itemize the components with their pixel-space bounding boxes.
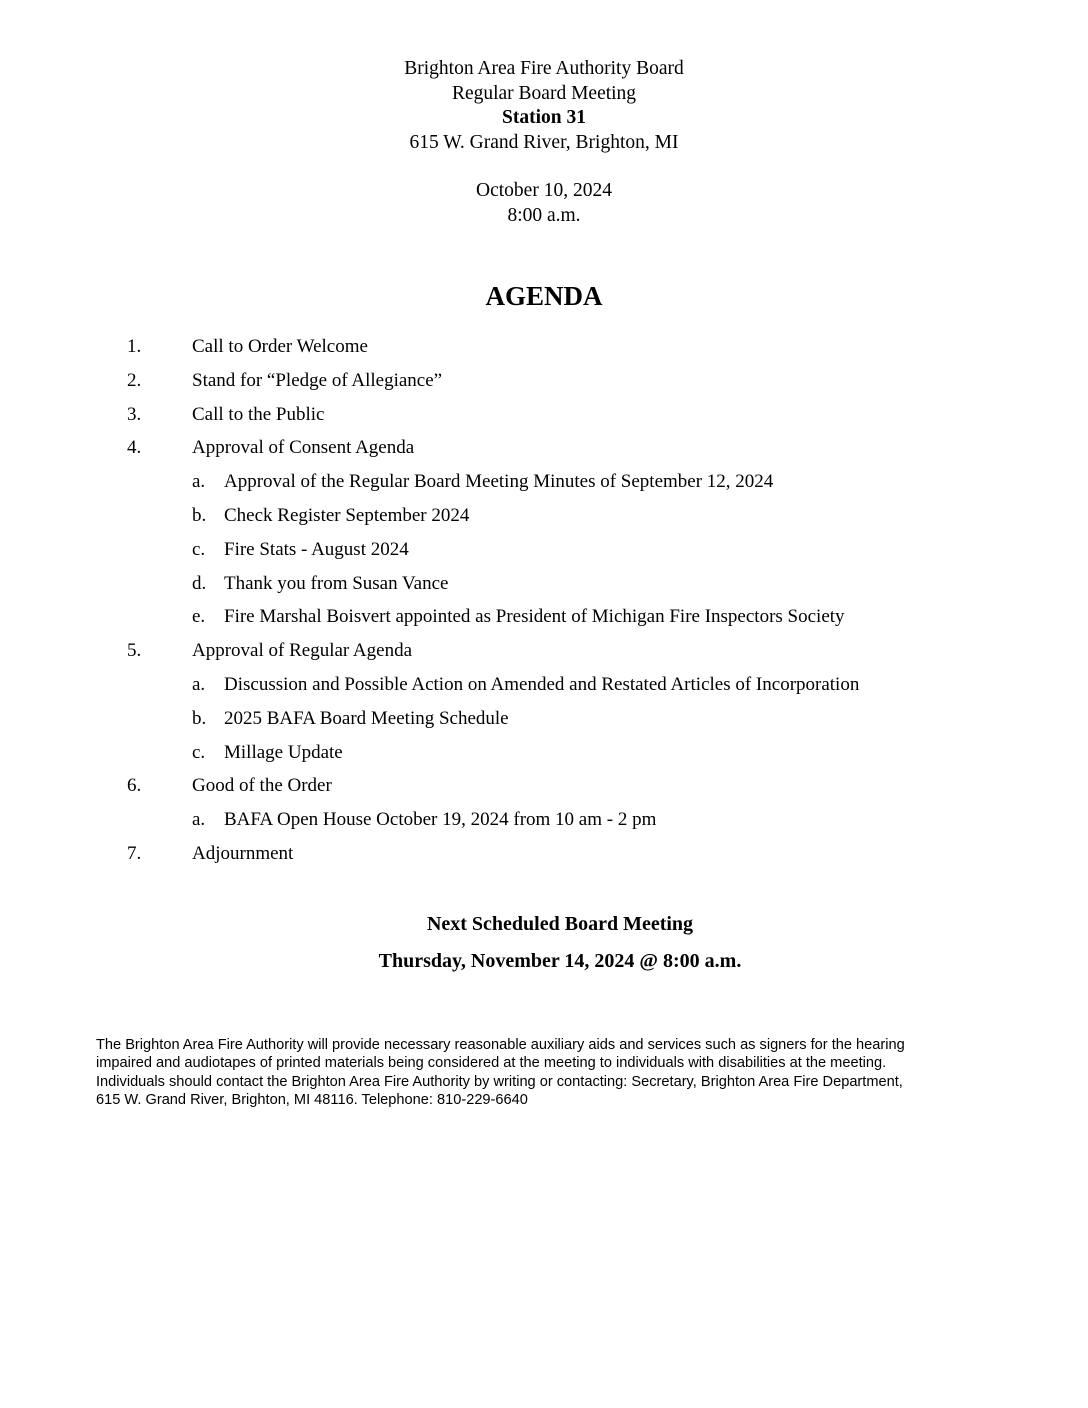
subitem-text: Fire Marshal Boisvert appointed as President of Michigan Fire Inspectors Society xyxy=(224,606,845,628)
item-number: 3. xyxy=(127,403,142,425)
header-gap xyxy=(0,155,1088,179)
address: 615 W. Grand River, Brighton, MI xyxy=(409,131,679,153)
agenda-item xyxy=(0,334,1088,368)
item-number: 7. xyxy=(127,842,142,864)
subitem-text: Thank you from Susan Vance xyxy=(224,572,449,594)
board-name: Brighton Area Fire Authority Board xyxy=(404,58,684,79)
item-text: Call to Order Welcome xyxy=(192,336,368,357)
item-text: Stand for “Pledge of Allegiance” xyxy=(192,369,443,391)
item-number: 5. xyxy=(127,640,142,662)
next-meeting-datetime: Thursday, November 14, 2024 @ 8:00 a.m. xyxy=(378,950,742,972)
notice-line: The Brighton Area Fire Authority will provide necessary reasonable auxiliary aids and services such as signers for the hearing xyxy=(96,1037,905,1053)
agenda-subitem xyxy=(0,469,1088,503)
item-text: Good of the Order xyxy=(192,775,332,797)
item-text: Call to the Public xyxy=(192,403,325,425)
document-header xyxy=(0,57,1088,228)
subitem-letter: e. xyxy=(192,606,206,628)
meeting-date: October 10, 2024 xyxy=(476,180,612,201)
next-meeting-title: Next Scheduled Board Meeting xyxy=(426,913,694,935)
item-text: Approval of Regular Agenda xyxy=(192,640,413,662)
subitem-text: 2025 BAFA Board Meeting Schedule xyxy=(224,707,509,729)
agenda-item xyxy=(0,368,1088,402)
subitem-letter: b. xyxy=(192,707,207,729)
agenda-item xyxy=(0,773,1088,807)
subitem-text: Discussion and Possible Action on Amended and Restated Articles of Incorporation xyxy=(224,673,860,695)
item-number: 2. xyxy=(127,369,142,391)
station-name: Station 31 xyxy=(502,107,586,128)
subitem-letter: a. xyxy=(192,673,206,695)
notice-line: Individuals should contact the Brighton Area Fire Authority by writing or contacting: Secretary, Brighton Area Fire Department, xyxy=(96,1073,903,1090)
subitem-letter: a. xyxy=(192,809,206,831)
subitem-letter: c. xyxy=(192,741,206,763)
item-number: 4. xyxy=(127,437,142,459)
next-meeting-block xyxy=(0,911,1088,974)
agenda-subitem xyxy=(0,672,1088,706)
meeting-type: Regular Board Meeting xyxy=(451,82,637,104)
subitem-letter: b. xyxy=(192,504,207,526)
agenda-subitem xyxy=(0,604,1088,638)
agenda-item xyxy=(0,402,1088,436)
agenda-item xyxy=(0,638,1088,672)
agenda-title: AGENDA xyxy=(485,281,603,311)
notice-line: impaired and audiotapes of printed materials being considered at the meeting to individuals with disabilities at the meeting. xyxy=(96,1055,887,1072)
agenda-subitem xyxy=(0,571,1088,605)
agenda-item xyxy=(0,841,1088,875)
meeting-time: 8:00 a.m. xyxy=(507,204,581,226)
subitem-letter: d. xyxy=(192,572,207,594)
notice-line: 615 W. Grand River, Brighton, MI 48116. Telephone: 810-229-6640 xyxy=(96,1091,528,1108)
item-text: Adjournment xyxy=(192,842,294,864)
subitem-letter: a. xyxy=(192,471,206,493)
accessibility-notice xyxy=(96,1036,996,1109)
subitem-text: Check Register September 2024 xyxy=(224,504,470,526)
item-text: Approval of Consent Agenda xyxy=(192,437,415,459)
agenda-list xyxy=(0,334,1088,875)
agenda-subitem xyxy=(0,537,1088,571)
subitem-letter: c. xyxy=(192,538,206,560)
subitem-text: Fire Stats - August 2024 xyxy=(224,538,409,560)
item-number: 1. xyxy=(127,336,142,357)
agenda-item xyxy=(0,435,1088,469)
agenda-subitem xyxy=(0,706,1088,740)
item-number: 6. xyxy=(127,775,142,797)
agenda-subitem xyxy=(0,503,1088,537)
agenda-subitem xyxy=(0,740,1088,774)
subitem-text: Approval of the Regular Board Meeting Minutes of September 12, 2024 xyxy=(224,471,774,493)
subitem-text: BAFA Open House October 19, 2024 from 10 am - 2 pm xyxy=(224,809,657,831)
agenda-subitem xyxy=(0,807,1088,841)
subitem-text: Millage Update xyxy=(224,741,343,763)
